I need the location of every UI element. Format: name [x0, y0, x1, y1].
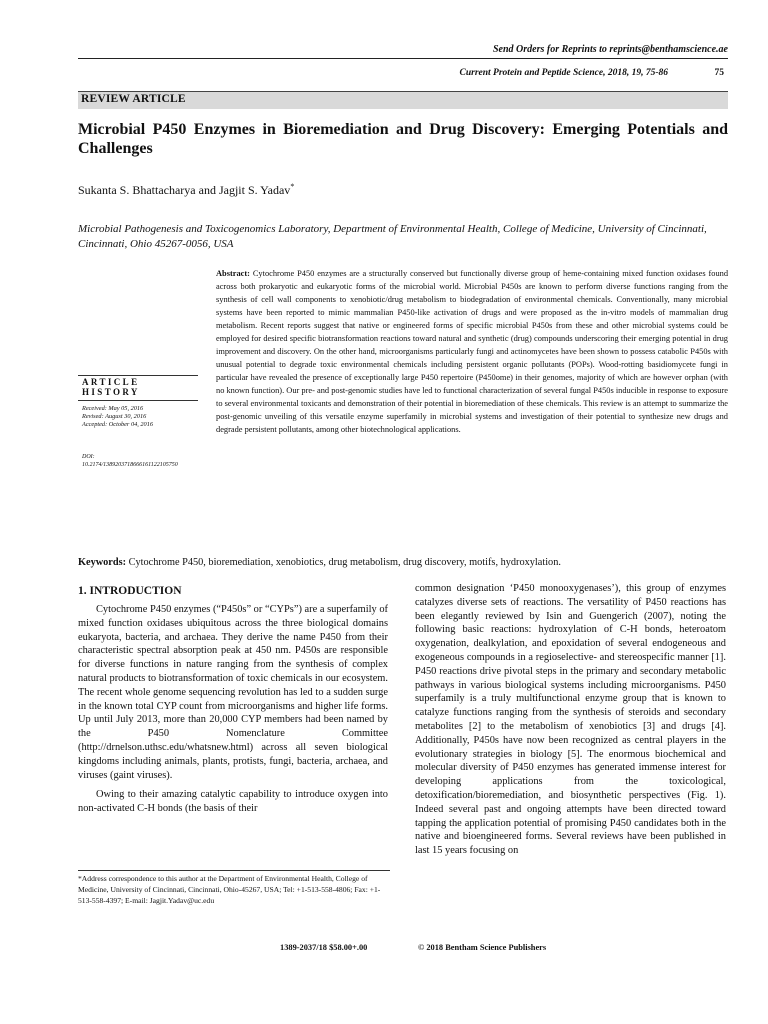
received-date: Received: May 05, 2016: [82, 405, 144, 412]
keywords: [78, 556, 728, 570]
journal-citation: Current Protein and Peptide Science, 2018, 19, 75-86: [459, 68, 668, 78]
intro-paragraph-2: Owing to their amazing catalytic capability to introduce oxygen into non-activated C-H bonds (the basis of their: [78, 789, 388, 815]
reprints-notice: Send Orders for Reprints to reprints@benthamscience.ae: [493, 44, 728, 55]
header-rule: [78, 58, 728, 59]
article-type-bar: [78, 91, 728, 109]
page-number: 75: [714, 68, 724, 78]
authors: Sukanta S. Bhattacharya and Jagjit S. Yadav: [78, 183, 291, 197]
body-column-right: [415, 582, 726, 858]
article-history: [78, 375, 198, 469]
accepted-date: Accepted: October 04, 2016: [82, 421, 153, 428]
correspondence-footnote: *Address correspondence to this author at the Department of Environmental Health, College of Medicine, University of Cincinnati, Cincinnati, Ohio-45267, USA; Tel: +1-513-558-4806; Fax: +1-513-558-4397; E-mail: Jagjit.Yadav@uc.edu: [78, 870, 390, 906]
article-type-label: REVIEW ARTICLE: [81, 93, 186, 105]
keywords-label: Keywords:: [78, 557, 127, 568]
abstract: [216, 267, 728, 436]
doi-label: DOI:: [82, 454, 95, 460]
doi-block: [78, 453, 198, 469]
body-column-left: [78, 603, 388, 816]
article-history-heading: ARTICLE HISTORY: [78, 375, 198, 401]
corresponding-author-mark: *: [290, 182, 295, 191]
section-heading-introduction: 1. INTRODUCTION: [78, 585, 182, 597]
keywords-text: Cytochrome P450, bioremediation, xenobiotics, drug metabolism, drug discovery, motifs, hydroxylation.: [128, 557, 561, 568]
doi-value: 10.2174/1389203718666161122105750: [82, 462, 178, 468]
intro-paragraph-continued: common designation ‘P450 monooxygenases’), this group of enzymes catalyzes diverse sets of reactions. The versatility of P450 reactions has been elegantly reviewed by Isin and Guengerich (2007), noting the following basic reactions: hydroxylation of C-H bonds, heteroatom oxygenation, dealkylation, and epoxidation of several endogeneous and exogeneous compounds in a regioselective- and stereospecific manner [1]. P450 reactions drive pivotal steps in the primary and secondary metabolic pathways in various biological systems including microorganisms. P450 superfamily is a truly multifunctional enzyme group that is known to catalyze functions ranging from the synthesis of steroids and secondary metabolites [2] to the metabolism of xenobiotics [3] and drugs [4]. Additionally, P450s have now been recognized as central players in the evolutionary strategies in biology [5]. The enormous biochemical and molecular diversity of P450 enzymes has generated immense interest for developing applications from the toxicological, detoxification/bioremediation, and biosynthetic perspectives (Fig. 1). Indeed several past and ongoing attempts have been directed toward tapping the application potential of promising P450 candidates both in the native and bioengineered forms. Several reviews have been published in last 15 years focusing on: [415, 583, 726, 857]
affiliation: Microbial Pathogenesis and Toxicogenomics Laboratory, Department of Environmental Health, College of Medicine, University of Cincinnati, Cincinnati, Ohio 45267-0056, USA: [78, 223, 707, 250]
author-line: [78, 182, 294, 198]
intro-paragraph-1: Cytochrome P450 enzymes (“P450s” or “CYPs”) are a superfamily of mixed function oxidases ubiquitous across the three biological domains eukaryota, bacteria, and archaea. They derive the name P450 from their characteristic spectral absorption peak at 450 nm. P450s are responsible for diverse functions in nature ranging from the synthesis of complex natural products to biotransformation of toxic chemicals in our ecosystem. The recent whole genome sequencing revolution has led to a sudden surge in the known total CYP count from microorganisms and higher life forms. Up until July 2013, more than 20,000 CYP members had been named by the P450 Nomenclature Committee (http://drnelson.uthsc.edu/whatsnew.html) across all seven biological kingdoms including animals, plants, protists, fungi, bacteria, archaea, and viruses (gaint viruses).: [78, 604, 388, 781]
article-title: Microbial P450 Enzymes in Bioremediation and Drug Discovery: Emerging Potentials and Challenges: [78, 121, 728, 157]
issn-price: 1389-2037/18 $58.00+.00: [280, 943, 368, 952]
revised-date: Revised: August 30, 2016: [82, 413, 147, 420]
abstract-text: Cytochrome P450 enzymes are a structurally conserved but functionally diverse group of heme-containing mixed function oxidases found across both prokaryotic and eukaryotic forms of the microbial world. Microbial P450s are known to perform diverse functions ranging from the synthesis of cell wall components to xenobiotic/drug metabolism to biodegradation of environmental chemicals. Conventionally, many microbial systems have been reported to mimic mammalian P450-like activation of drugs and were proposed as the in-vitro models of mammalian drug metabolism. Recent reports suggest that native or engineered forms of specific microbial P450s from these and other microbial systems could be employed for desired specific biotransformation reactions toward natural and synthetic (drug) compounds underscoring their emerging potential in drug improvement and discovery. On the other hand, microorganisms particularly fungi and actinomycetes have been shown to possess catabolic P450s with unusual potential to degrade toxic environmental chemicals including persistent organic pollutants (POPs). Wood-rotting basidiomycete fungi in particular have revealed the presence of exceptionally large P450 repertoire (P450ome) in their genomes, majority of which are however orphan (with no known function). Our pre- and post-genomic studies have led to functional characterization of several fungal P450s inducible in response to exposure to several environmental toxicants and demonstration of their potential in bioremediation of these chemicals. This review is an attempt to summarize the post-genomic unveiling of this versatile enzyme superfamily in microbial systems and investigation of their potential to synthesize new drugs and degrade persistent pollutants, among other biotechnological applications.: [216, 269, 729, 434]
abstract-label: Abstract:: [216, 269, 250, 278]
article-history-dates: [78, 405, 198, 429]
copyright: © 2018 Bentham Science Publishers: [418, 943, 547, 952]
